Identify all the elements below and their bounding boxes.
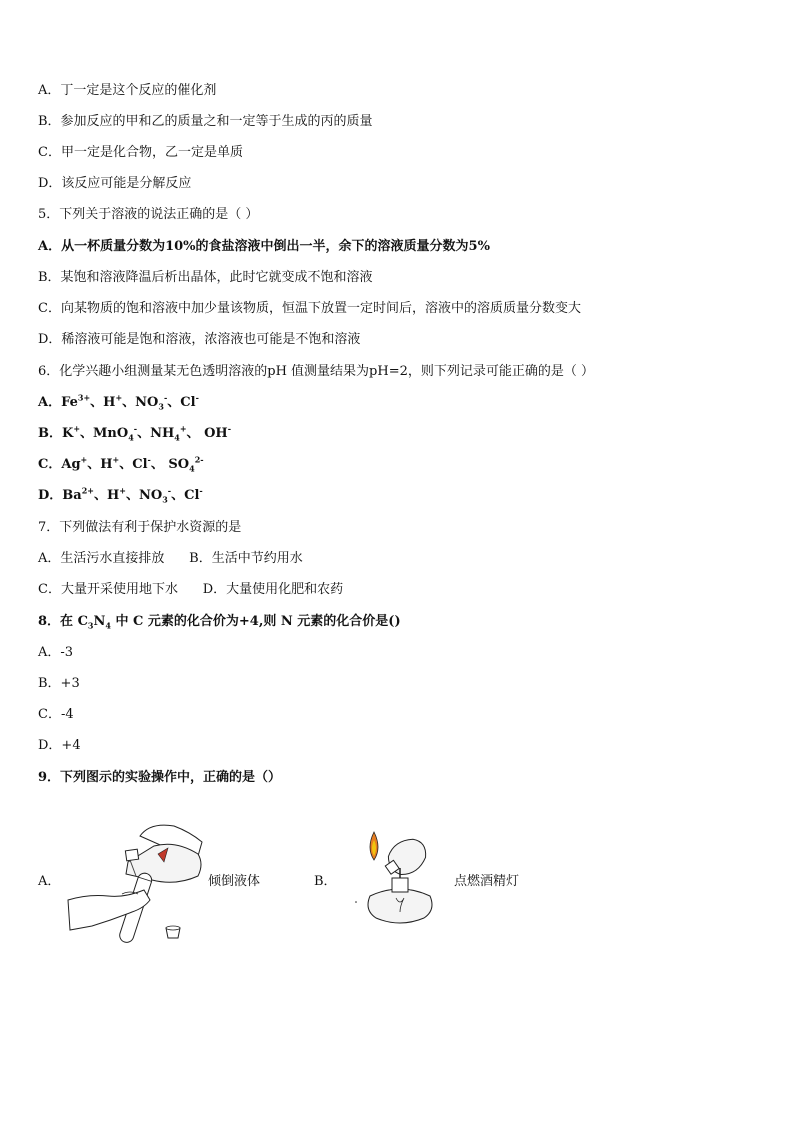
ion-charge: + [179, 423, 187, 434]
q7-options-row2: C．大量开采使用地下水 D．大量使用化肥和农药 [38, 582, 344, 597]
q7-options-row1: A．生活污水直接排放 B．生活中节约用水 [38, 551, 303, 566]
q5-option-b: B．某饱和溶液降温后析出晶体，此时它就变成不饱和溶液 [38, 270, 373, 285]
ion-charge: 2+ [81, 485, 94, 496]
q9-option-a-caption: 倾倒液体 [208, 874, 261, 889]
q8-option-b: B．+3 [38, 676, 80, 691]
ion-subscript: 3 [162, 494, 168, 505]
q8-option-c: C．-4 [38, 707, 74, 722]
q4-option-b: B．参加反应的甲和乙的质量之和一定等于生成的丙的质量 [38, 114, 373, 129]
ion: Ag [61, 457, 81, 472]
ion-charge: + [80, 454, 88, 465]
q9-figures [38, 820, 598, 950]
ion-charge: - [133, 423, 138, 434]
ion: 、H [93, 488, 120, 503]
ion-charge: - [147, 454, 151, 465]
q6-option-a [38, 392, 199, 412]
q6-d-label: D． [38, 488, 63, 503]
q6-option-c [38, 454, 204, 474]
ion: 、H [90, 395, 116, 410]
q4-option-d: D．该反应可能是分解反应 [38, 176, 192, 191]
q8-option-a: A．-3 [38, 645, 74, 660]
ion-charge: 2- [194, 454, 204, 465]
ion: 、 OH [186, 426, 228, 441]
q5-option-a: A．从一杯质量分数为10%的食盐溶液中倒出一半，余下的溶液质量分数为5% [38, 239, 490, 254]
q4-option-c: C．甲一定是化合物，乙一定是单质 [38, 145, 243, 160]
ion: 、NH [137, 426, 175, 441]
ion-charge: - [199, 485, 203, 496]
ion: 、NO [122, 395, 159, 410]
ion: 、Cl [119, 457, 148, 472]
ion-charge: + [112, 454, 120, 465]
ion-charge: - [163, 392, 168, 403]
ion-charge: + [119, 485, 126, 496]
q5-stem: 5．下列关于溶液的说法正确的是（ ） [38, 207, 259, 222]
q5-option-c: C．向某物质的饱和溶液中加少量该物质，恒温下放置一定时间后，溶液中的溶质质量分数变大 [38, 301, 581, 316]
ion-charge: - [227, 423, 232, 434]
q6-b-label: B． [38, 426, 62, 441]
q6-option-b [38, 423, 232, 443]
ion: 、Cl [167, 395, 196, 410]
formula-subscript: 3 [87, 620, 94, 631]
q8-stem-post: 中 C 元素的化合价为+4,则 N 元素的化合价是() [110, 614, 401, 629]
ion-charge: 3+ [77, 392, 91, 403]
ion: 、Cl [171, 488, 200, 503]
q8-stem-mid: N [93, 614, 106, 629]
ion: K [62, 426, 74, 441]
q8-stem-pre: 8．在 C [38, 614, 88, 629]
ion-subscript: 4 [189, 463, 195, 474]
q8-option-d: D．+4 [38, 738, 81, 753]
ion-subscript: 4 [128, 432, 134, 443]
alcohol-lamp-illustration [340, 820, 460, 930]
pouring-liquid-illustration [62, 820, 212, 950]
ion-charge: - [195, 392, 199, 403]
ion: 、NO [125, 488, 163, 503]
ion-subscript: 4 [174, 432, 180, 443]
q5-option-d: D．稀溶液可能是饱和溶液，浓溶液也可能是不饱和溶液 [38, 332, 361, 347]
q8-stem [38, 614, 401, 630]
q9-option-a-label: A． [38, 874, 61, 889]
ion: Ba [62, 488, 82, 503]
q9-option-b-label: B． [314, 874, 337, 889]
ion-charge: + [73, 423, 81, 434]
q9-stem: 9．下列图示的实验操作中，正确的是（） [38, 770, 282, 785]
q6-option-d [38, 485, 203, 505]
ion: 、 SO [150, 457, 190, 472]
q6-c-label: C． [38, 457, 62, 472]
q7-stem: 7．下列做法有利于保护水资源的是 [38, 520, 242, 535]
ion-subscript: 3 [158, 401, 164, 412]
ion-charge: + [115, 392, 123, 403]
q6-stem: 6．化学兴趣小组测量某无色透明溶液的pH 值测量结果为pH=2，则下列记录可能正确的是（ ） [38, 364, 595, 379]
ion: 、MnO [80, 426, 129, 441]
ion-charge: - [167, 485, 172, 496]
q9-option-b-caption: 点燃酒精灯 [454, 874, 520, 889]
ion: 、H [87, 457, 113, 472]
formula-subscript: 4 [105, 620, 111, 631]
q6-a-label: A． [38, 395, 62, 410]
q4-option-a: A．丁一定是这个反应的催化剂 [38, 83, 217, 98]
ion: Fe [61, 395, 78, 410]
